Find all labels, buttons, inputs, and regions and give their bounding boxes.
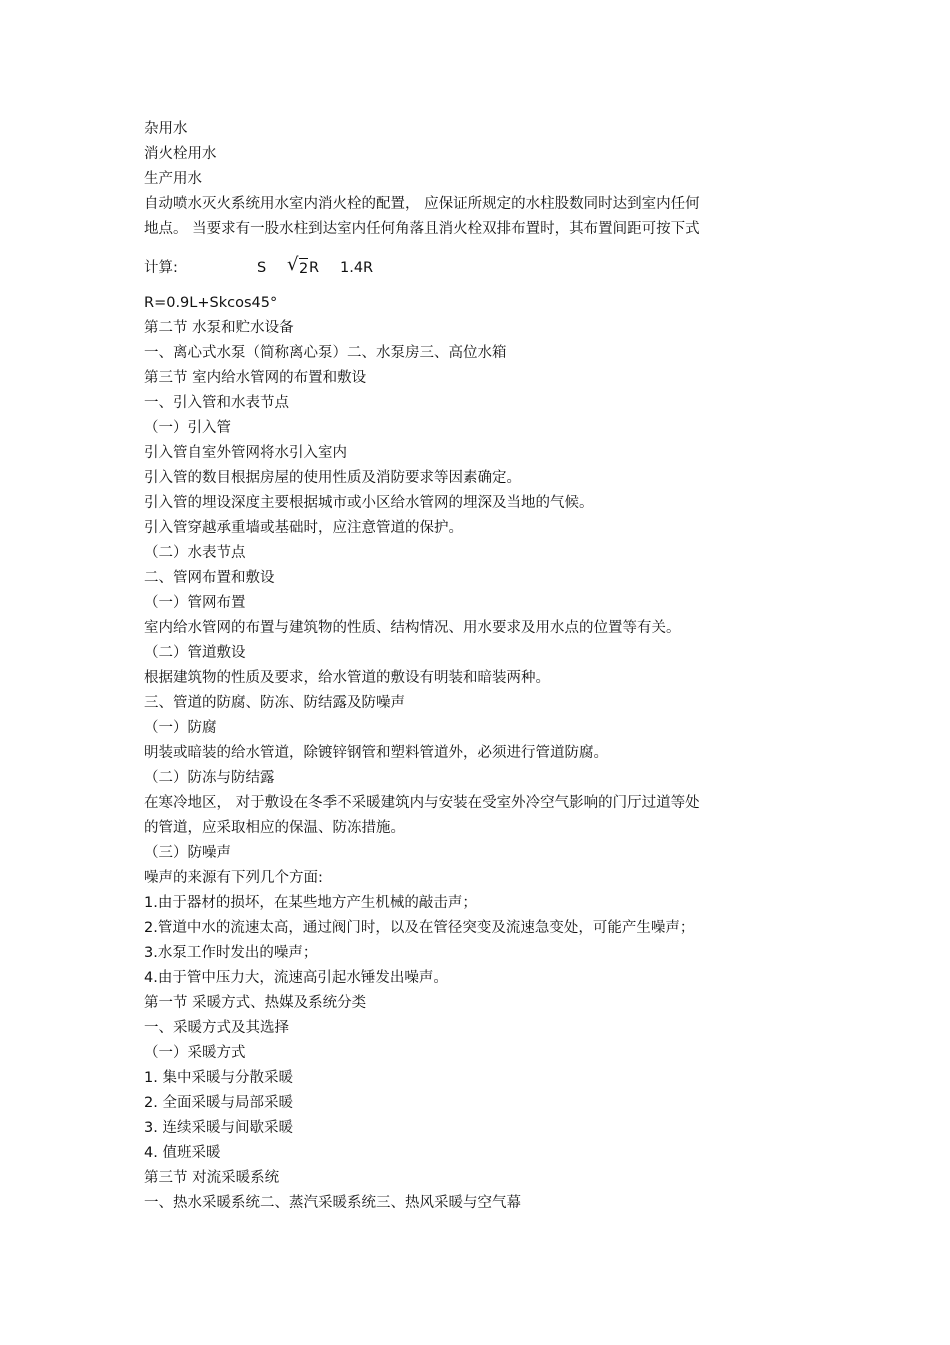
section-heading: 第二节 水泵和贮水设备 <box>144 320 294 336</box>
text-line: 室内给水管网的布置与建筑物的性质、结构情况、用水要求及用水点的位置等有关。 <box>144 620 681 636</box>
text-line: （三）防噪声 <box>144 845 231 861</box>
text-line: 的管道，应采取相应的保温、防冻措施。 <box>144 820 405 836</box>
text-line: （二）防冻与防结露 <box>144 770 275 786</box>
text-line: 1.由于器材的损坏，在某些地方产生机械的敲击声； <box>144 895 477 911</box>
text-line: 引入管自室外管网将水引入室内 <box>144 445 347 461</box>
text-line: （二）管道敷设 <box>144 645 246 661</box>
text-line: （一）防腐 <box>144 720 217 736</box>
text-line: （一）采暖方式 <box>144 1045 246 1061</box>
formula-s: S <box>257 260 267 276</box>
text-line: 噪声的来源有下列几个方面: <box>144 870 323 886</box>
text-line: （二）水表节点 <box>144 545 246 561</box>
text-line: 生产用水 <box>144 171 202 187</box>
text-line: 引入管的埋设深度主要根据城市或小区给水管网的埋深及当地的气候。 <box>144 495 594 511</box>
text-line: 3. 连续采暖与间歇采暖 <box>144 1120 293 1136</box>
text-line: 一、采暖方式及其选择 <box>144 1020 289 1036</box>
text-line: 二、管网布置和敷设 <box>144 570 275 586</box>
text-line: 3.水泵工作时发出的噪声； <box>144 945 318 961</box>
text-line: 明装或暗装的给水管道，除镀锌钢管和塑料管道外，必须进行管道防腐。 <box>144 745 608 761</box>
section-heading: 第三节 室内给水管网的布置和敷设 <box>144 370 367 386</box>
section-heading: 第三节 对流采暖系统 <box>144 1170 280 1186</box>
text-line: 一、引入管和水表节点 <box>144 395 289 411</box>
section-heading: 第一节 采暖方式、热媒及系统分类 <box>144 995 367 1011</box>
text-line: 一、热水采暖系统二、蒸汽采暖系统三、热风采暖与空气幕 <box>144 1195 521 1211</box>
text-line: 一、离心式水泵（简称离心泵）二、水泵房三、高位水箱 <box>144 345 507 361</box>
text-line: 引入管穿越承重墙或基础时，应注意管道的保护。 <box>144 520 463 536</box>
text-line: 4.由于管中压力大，流速高引起水锤发出噪声。 <box>144 970 448 986</box>
text-line: 消火栓用水 <box>144 146 217 162</box>
sqrt-symbol: √ <box>287 254 299 275</box>
formula-label: 计算: <box>144 260 178 276</box>
text-line: （一）引入管 <box>144 420 231 436</box>
text-line: 2. 全面采暖与局部采暖 <box>144 1095 293 1111</box>
text-line: 4. 值班采暖 <box>144 1145 221 1161</box>
text-line: 在寒冷地区， 对于敷设在冬季不采暖建筑内与安装在受室外冷空气影响的门厅过道等处 <box>144 795 700 811</box>
text-line: 地点。 当要求有一股水柱到达室内任何角落且消火栓双排布置时，其布置间距可按下式 <box>144 221 700 237</box>
formula-value: 1.4R <box>340 260 374 276</box>
text-line: 1. 集中采暖与分散采暖 <box>144 1070 293 1086</box>
text-line: R=0.9L+Skcos45° <box>144 295 278 311</box>
text-line: 引入管的数目根据房屋的使用性质及消防要求等因素确定。 <box>144 470 521 486</box>
text-line: 三、管道的防腐、防冻、防结露及防噪声 <box>144 695 405 711</box>
text-line: 杂用水 <box>144 121 188 137</box>
text-line: 自动喷水灭火系统用水室内消火栓的配置， 应保证所规定的水柱股数同时达到室内任何 <box>144 196 700 212</box>
text-line: （一）管网布置 <box>144 595 246 611</box>
formula-radicand: 2 <box>299 258 308 279</box>
text-line: 根据建筑物的性质及要求，给水管道的敷设有明装和暗装两种。 <box>144 670 550 686</box>
text-line: 2.管道中水的流速太高，通过阀门时，以及在管径突变及流速急变处，可能产生噪声； <box>144 920 695 936</box>
formula-r: R <box>309 260 320 276</box>
